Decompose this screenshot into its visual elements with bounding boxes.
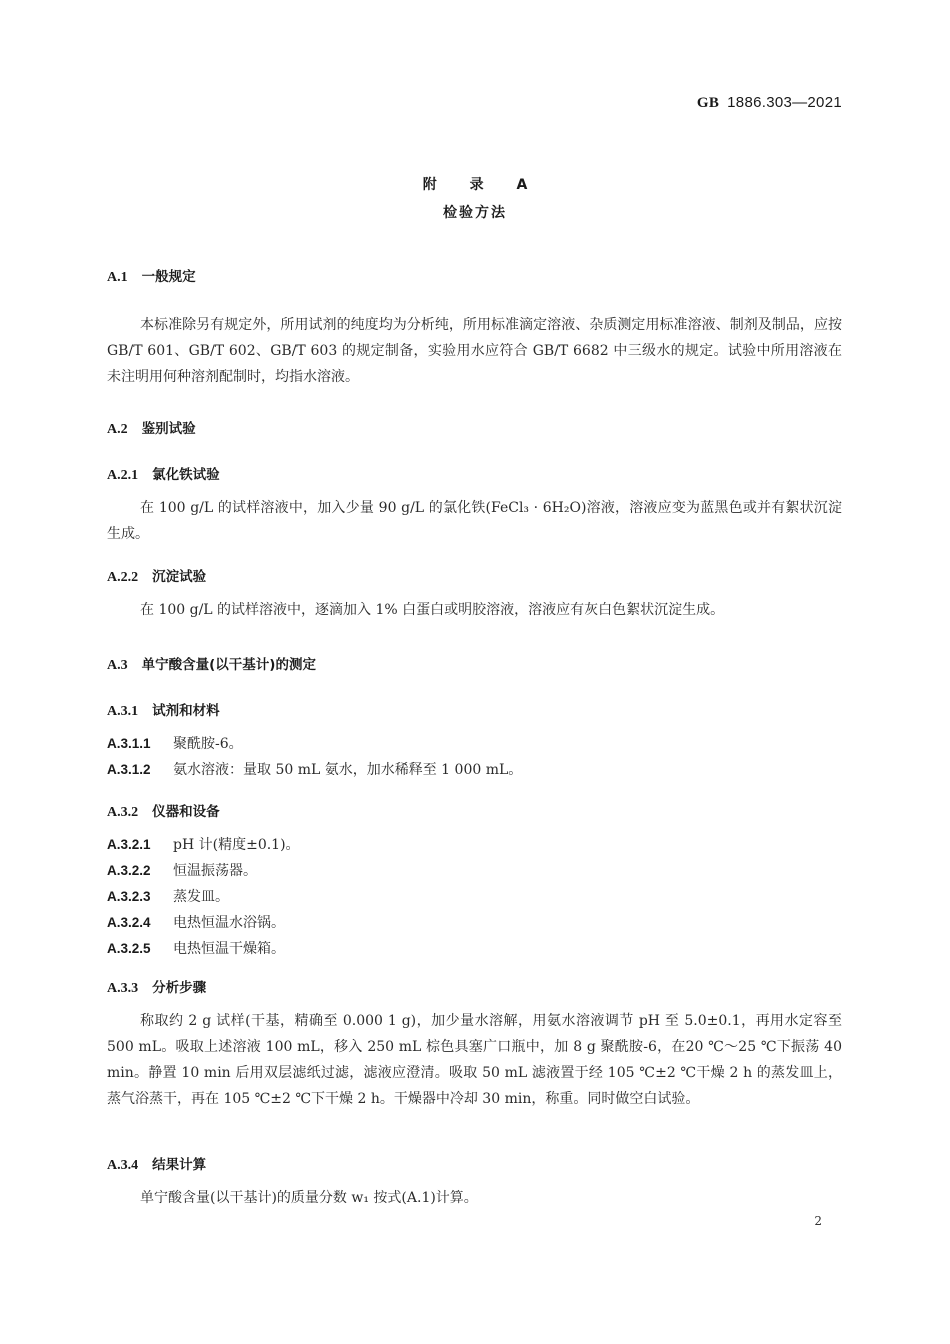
heading-a3 <box>107 653 842 674</box>
heading-number: A.2.1 <box>107 468 139 483</box>
heading-title: 沉淀试验 <box>152 569 207 585</box>
heading-a2 <box>107 417 842 438</box>
paragraph-a2-2: 在 100 g/L 的试样溶液中，逐滴加入 1% 白蛋白或明胶溶液，溶液应有灰白色絮状沉淀生成。 <box>140 602 725 618</box>
item-text: 蒸发皿。 <box>173 889 229 905</box>
heading-number: A.2.2 <box>107 570 139 585</box>
list-reagents <box>107 731 842 783</box>
list-item <box>107 884 842 910</box>
heading-number: A.3.1 <box>107 704 139 719</box>
list-item <box>107 757 842 783</box>
list-equipment <box>107 832 842 962</box>
paragraph-a3-4: 单宁酸含量(以干基计)的质量分数 w₁ 按式(A.1)计算。 <box>140 1190 478 1206</box>
heading-number: A.2 <box>107 422 128 437</box>
item-number: A.3.1.1 <box>107 736 151 751</box>
heading-title: 结果计算 <box>152 1157 207 1173</box>
heading-a3-4 <box>107 1153 842 1174</box>
heading-title: 氯化铁试验 <box>152 467 220 483</box>
heading-a2-2 <box>107 565 842 586</box>
annex-subtitle: 检验方法 <box>443 205 507 221</box>
item-number: A.3.2.4 <box>107 915 151 930</box>
heading-title: 分析步骤 <box>152 980 207 996</box>
list-item <box>107 731 842 757</box>
heading-number: A.3.4 <box>107 1158 139 1173</box>
heading-a3-3 <box>107 976 842 997</box>
paragraph-a1: 本标准除另有规定外，所用试剂的纯度均为分析纯，所用标准滴定溶液、杂质测定用标准溶液、制剂及制品，应按 GB/T 601、GB/T 602、GB/T 603 的规定制备，实验用水应符合 GB/T 6682 中三级水的规定。试验中所用溶液在未注明用何种溶剂配制时，均指水溶液。 <box>107 317 842 385</box>
item-number: A.3.1.2 <box>107 762 151 777</box>
heading-number: A.3.3 <box>107 981 139 996</box>
item-text: 恒温振荡器。 <box>173 863 257 879</box>
heading-number: A.3.2 <box>107 805 139 820</box>
paragraph-a2-1: 在 100 g/L 的试样溶液中，加入少量 90 g/L 的氯化铁(FeCl₃ · 6H₂O)溶液，溶液应变为蓝黑色或并有絮状沉淀生成。 <box>107 500 842 542</box>
item-number: A.3.2.1 <box>107 837 151 852</box>
list-item <box>107 936 842 962</box>
heading-a3-2 <box>107 800 842 821</box>
list-item <box>107 832 842 858</box>
annex-title: 附 录 A <box>422 177 542 193</box>
item-number: A.3.2.3 <box>107 889 151 904</box>
heading-title: 试剂和材料 <box>152 703 220 719</box>
heading-title: 一般规定 <box>141 269 196 285</box>
heading-title: 单宁酸含量(以干基计)的测定 <box>141 657 316 673</box>
item-text: 聚酰胺-6。 <box>173 736 243 752</box>
list-item <box>107 910 842 936</box>
list-item <box>107 858 842 884</box>
heading-title: 鉴别试验 <box>141 421 196 437</box>
heading-number: A.1 <box>107 270 128 285</box>
heading-a2-1 <box>107 463 842 484</box>
page-number: 2 <box>814 1214 822 1228</box>
item-number: A.3.2.5 <box>107 941 151 956</box>
standard-code: 1886.303—2021 <box>727 94 842 111</box>
item-text: pH 计(精度±0.1)。 <box>173 837 300 853</box>
heading-number: A.3 <box>107 658 128 673</box>
heading-a3-1 <box>107 699 842 720</box>
paragraph-a3-3: 称取约 2 g 试样(干基，精确至 0.000 1 g)，加少量水溶解，用氨水溶液调节 pH 至 5.0±0.1，再用水定容至 500 mL。吸取上述溶液 100 mL，移入 250 mL 棕色具塞广口瓶中，加 8 g 聚酰胺-6，在20 ℃～25 ℃下振荡 40 min。静置 10 min 后用双层滤纸过滤，滤液应澄清。吸取 50 mL 滤液置于经 105 ℃±2 ℃干燥 2 h 的蒸发皿上，蒸气浴蒸干，再在 105 ℃±2 ℃下干燥 2 h。干燥器中冷却 30 min，称重。同时做空白试验。 <box>107 1013 842 1107</box>
item-number: A.3.2.2 <box>107 863 151 878</box>
heading-title: 仪器和设备 <box>152 804 220 820</box>
item-text: 电热恒温水浴锅。 <box>173 915 285 931</box>
standard-number <box>697 94 842 112</box>
standard-prefix: GB <box>696 95 720 111</box>
heading-a1 <box>107 265 842 286</box>
item-text: 氨水溶液：量取 50 mL 氨水，加水稀释至 1 000 mL。 <box>173 762 523 778</box>
item-text: 电热恒温干燥箱。 <box>173 941 285 957</box>
